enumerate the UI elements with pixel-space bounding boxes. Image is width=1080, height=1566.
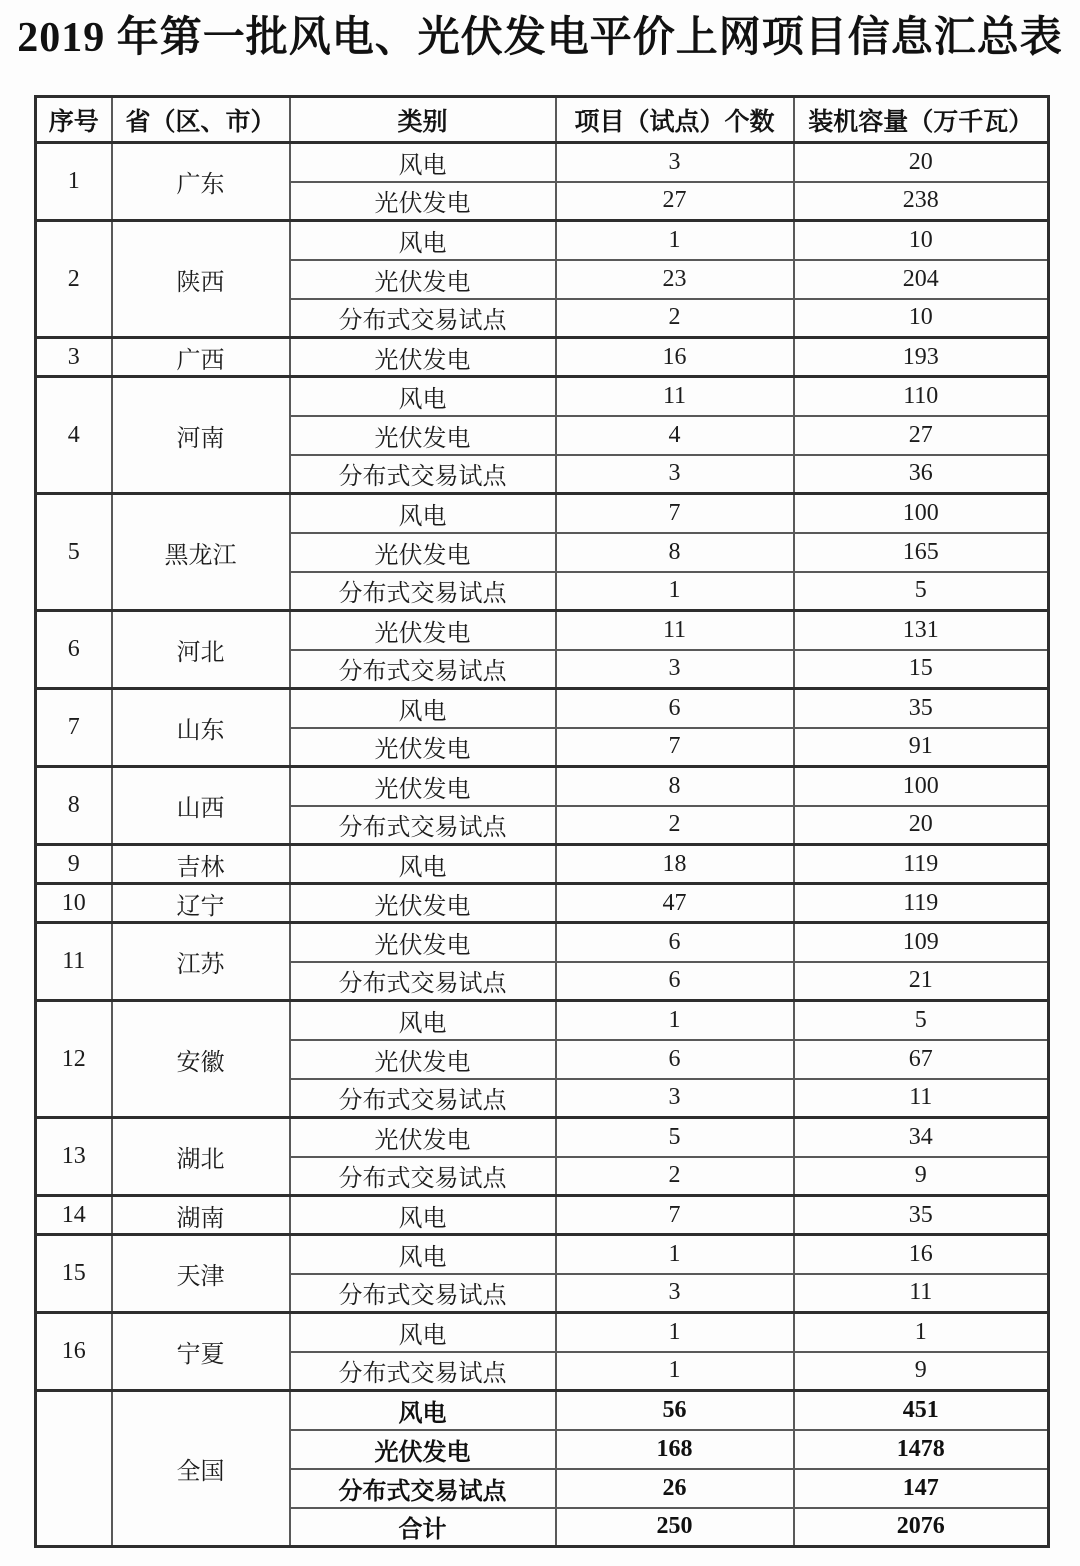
table-header-row [36, 97, 1049, 143]
category-cell: 光伏发电 [290, 533, 556, 572]
province-cell: 湖南 [112, 1196, 290, 1235]
table-row [36, 143, 1049, 182]
category-cell: 风电 [290, 377, 556, 416]
column-header-count: 项目（试点）个数 [556, 97, 794, 143]
category-cell: 光伏发电 [290, 1040, 556, 1079]
table-row [36, 1118, 1049, 1157]
category-cell: 风电 [290, 689, 556, 728]
category-cell: 光伏发电 [290, 611, 556, 650]
summary-table [34, 95, 1050, 1548]
category-cell: 分布式交易试点 [290, 1469, 556, 1508]
count-cell: 4 [556, 416, 794, 455]
category-cell: 风电 [290, 1196, 556, 1235]
province-cell: 广西 [112, 338, 290, 377]
province-cell: 陕西 [112, 221, 290, 338]
count-cell: 3 [556, 1079, 794, 1118]
capacity-cell: 11 [794, 1274, 1049, 1313]
category-cell: 光伏发电 [290, 182, 556, 221]
province-cell: 河南 [112, 377, 290, 494]
count-cell: 8 [556, 767, 794, 806]
province-cell: 安徽 [112, 1001, 290, 1118]
province-cell: 黑龙江 [112, 494, 290, 611]
serial-cell: 15 [36, 1235, 112, 1313]
count-cell: 27 [556, 182, 794, 221]
province-cell: 山东 [112, 689, 290, 767]
capacity-cell: 10 [794, 221, 1049, 260]
province-cell: 辽宁 [112, 884, 290, 923]
capacity-cell: 100 [794, 494, 1049, 533]
category-cell: 风电 [290, 1313, 556, 1352]
category-cell: 光伏发电 [290, 884, 556, 923]
serial-cell: 14 [36, 1196, 112, 1235]
capacity-cell: 193 [794, 338, 1049, 377]
province-cell: 宁夏 [112, 1313, 290, 1391]
serial-cell [36, 1391, 112, 1547]
page-title: 2019 年第一批风电、光伏发电平价上网项目信息汇总表 [17, 15, 1063, 61]
category-cell: 分布式交易试点 [290, 650, 556, 689]
capacity-cell: 35 [794, 1196, 1049, 1235]
serial-cell: 4 [36, 377, 112, 494]
category-cell: 合计 [290, 1508, 556, 1547]
category-cell: 光伏发电 [290, 923, 556, 962]
count-cell: 7 [556, 1196, 794, 1235]
province-cell: 河北 [112, 611, 290, 689]
province-cell: 湖北 [112, 1118, 290, 1196]
count-cell: 18 [556, 845, 794, 884]
serial-cell: 5 [36, 494, 112, 611]
count-cell: 23 [556, 260, 794, 299]
count-cell: 3 [556, 1274, 794, 1313]
serial-cell: 11 [36, 923, 112, 1001]
count-cell: 1 [556, 1313, 794, 1352]
count-cell: 6 [556, 1040, 794, 1079]
table-row [36, 767, 1049, 806]
count-cell: 2 [556, 806, 794, 845]
serial-cell: 1 [36, 143, 112, 221]
category-cell: 风电 [290, 143, 556, 182]
table-row [36, 1196, 1049, 1235]
serial-cell: 9 [36, 845, 112, 884]
count-cell: 7 [556, 494, 794, 533]
capacity-cell: 238 [794, 182, 1049, 221]
count-cell: 3 [556, 650, 794, 689]
count-cell: 16 [556, 338, 794, 377]
capacity-cell: 451 [794, 1391, 1049, 1430]
table-row [36, 377, 1049, 416]
count-cell: 47 [556, 884, 794, 923]
category-cell: 分布式交易试点 [290, 1157, 556, 1196]
count-cell: 1 [556, 221, 794, 260]
capacity-cell: 15 [794, 650, 1049, 689]
table-row [36, 845, 1049, 884]
count-cell: 2 [556, 1157, 794, 1196]
table-row [36, 923, 1049, 962]
capacity-cell: 10 [794, 299, 1049, 338]
count-cell: 6 [556, 962, 794, 1001]
category-cell: 光伏发电 [290, 416, 556, 455]
province-cell: 江苏 [112, 923, 290, 1001]
capacity-cell: 20 [794, 806, 1049, 845]
count-cell: 11 [556, 377, 794, 416]
serial-cell: 3 [36, 338, 112, 377]
category-cell: 分布式交易试点 [290, 962, 556, 1001]
count-cell: 168 [556, 1430, 794, 1469]
capacity-cell: 5 [794, 572, 1049, 611]
count-cell: 6 [556, 689, 794, 728]
capacity-cell: 204 [794, 260, 1049, 299]
capacity-cell: 16 [794, 1235, 1049, 1274]
province-cell: 天津 [112, 1235, 290, 1313]
capacity-cell: 11 [794, 1079, 1049, 1118]
count-cell: 56 [556, 1391, 794, 1430]
category-cell: 分布式交易试点 [290, 455, 556, 494]
province-cell: 全国 [112, 1391, 290, 1547]
province-cell: 吉林 [112, 845, 290, 884]
count-cell: 1 [556, 1352, 794, 1391]
capacity-cell: 1 [794, 1313, 1049, 1352]
capacity-cell: 1478 [794, 1430, 1049, 1469]
category-cell: 风电 [290, 221, 556, 260]
count-cell: 1 [556, 572, 794, 611]
serial-cell: 10 [36, 884, 112, 923]
count-cell: 11 [556, 611, 794, 650]
category-cell: 分布式交易试点 [290, 299, 556, 338]
count-cell: 250 [556, 1508, 794, 1547]
count-cell: 3 [556, 143, 794, 182]
category-cell: 分布式交易试点 [290, 1274, 556, 1313]
capacity-cell: 119 [794, 845, 1049, 884]
province-cell: 山西 [112, 767, 290, 845]
serial-cell: 12 [36, 1001, 112, 1118]
capacity-cell: 9 [794, 1157, 1049, 1196]
category-cell: 分布式交易试点 [290, 1352, 556, 1391]
capacity-cell: 27 [794, 416, 1049, 455]
category-cell: 光伏发电 [290, 260, 556, 299]
serial-cell: 13 [36, 1118, 112, 1196]
category-cell: 光伏发电 [290, 338, 556, 377]
column-header-province: 省（区、市） [112, 97, 290, 143]
capacity-cell: 21 [794, 962, 1049, 1001]
serial-cell: 8 [36, 767, 112, 845]
table-row [36, 1313, 1049, 1352]
table-row [36, 689, 1049, 728]
column-header-capacity: 装机容量（万千瓦） [794, 97, 1049, 143]
capacity-cell: 35 [794, 689, 1049, 728]
category-cell: 光伏发电 [290, 767, 556, 806]
count-cell: 5 [556, 1118, 794, 1157]
category-cell: 风电 [290, 845, 556, 884]
category-cell: 风电 [290, 1391, 556, 1430]
table-row [36, 884, 1049, 923]
table-row [36, 1235, 1049, 1274]
count-cell: 6 [556, 923, 794, 962]
serial-cell: 2 [36, 221, 112, 338]
count-cell: 7 [556, 728, 794, 767]
capacity-cell: 36 [794, 455, 1049, 494]
table-row [36, 494, 1049, 533]
capacity-cell: 109 [794, 923, 1049, 962]
count-cell: 1 [556, 1235, 794, 1274]
capacity-cell: 67 [794, 1040, 1049, 1079]
category-cell: 风电 [290, 494, 556, 533]
count-cell: 2 [556, 299, 794, 338]
category-cell: 分布式交易试点 [290, 1079, 556, 1118]
table-row [36, 221, 1049, 260]
capacity-cell: 110 [794, 377, 1049, 416]
table-row [36, 611, 1049, 650]
table-row [36, 1391, 1049, 1430]
column-header-category: 类别 [290, 97, 556, 143]
category-cell: 光伏发电 [290, 1430, 556, 1469]
table-row [36, 97, 1049, 143]
capacity-cell: 119 [794, 884, 1049, 923]
count-cell: 8 [556, 533, 794, 572]
table-row [36, 1001, 1049, 1040]
category-cell: 风电 [290, 1235, 556, 1274]
column-header-serial: 序号 [36, 97, 112, 143]
category-cell: 分布式交易试点 [290, 572, 556, 611]
province-cell: 广东 [112, 143, 290, 221]
capacity-cell: 165 [794, 533, 1049, 572]
serial-cell: 7 [36, 689, 112, 767]
category-cell: 分布式交易试点 [290, 806, 556, 845]
count-cell: 3 [556, 455, 794, 494]
capacity-cell: 147 [794, 1469, 1049, 1508]
category-cell: 风电 [290, 1001, 556, 1040]
category-cell: 光伏发电 [290, 728, 556, 767]
capacity-cell: 5 [794, 1001, 1049, 1040]
capacity-cell: 2076 [794, 1508, 1049, 1547]
capacity-cell: 34 [794, 1118, 1049, 1157]
count-cell: 26 [556, 1469, 794, 1508]
serial-cell: 6 [36, 611, 112, 689]
capacity-cell: 20 [794, 143, 1049, 182]
capacity-cell: 91 [794, 728, 1049, 767]
serial-cell: 16 [36, 1313, 112, 1391]
count-cell: 1 [556, 1001, 794, 1040]
table-row [36, 338, 1049, 377]
capacity-cell: 131 [794, 611, 1049, 650]
capacity-cell: 9 [794, 1352, 1049, 1391]
capacity-cell: 100 [794, 767, 1049, 806]
category-cell: 光伏发电 [290, 1118, 556, 1157]
table-body [36, 143, 1049, 1547]
